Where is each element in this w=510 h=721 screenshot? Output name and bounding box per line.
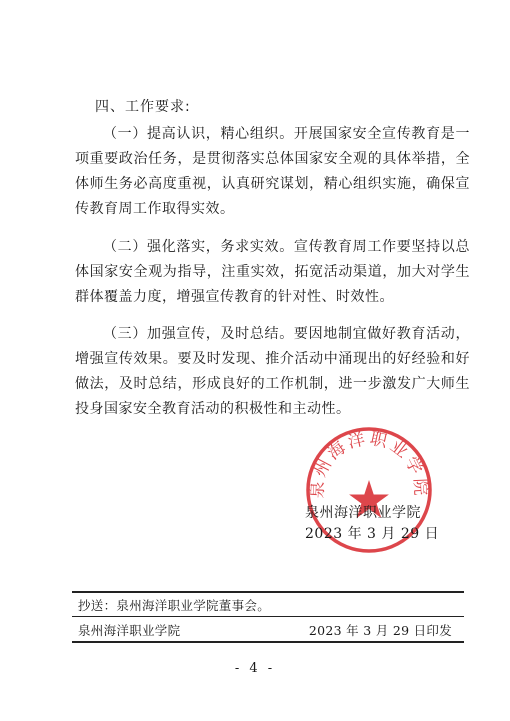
cc-line: 抄送：泉州海洋职业学院董事会。 (78, 598, 271, 613)
footer-middle-rule (72, 616, 464, 617)
print-date: 2023 年 3 月 29 日印发 (308, 623, 452, 638)
footer-bottom-rule (72, 641, 464, 643)
paragraph-2: （二）强化落实，务求实效。宣传教育周工作要坚持以总体国家安全观为指导，注重实效，拓宽活动渠道，加大对学生群体覆盖力度，增强宣传教育的针对性、时效性。 (75, 239, 470, 305)
section-heading: 四、工作要求: (95, 99, 191, 115)
footer-top-rule (72, 591, 464, 593)
print-org: 泉州海洋职业学院 (78, 623, 181, 638)
paragraph-3: （三）加强宣传，及时总结。要因地制宜做好教育活动，增强宣传效果。要及时发现、推介活动中涌现出的好经验和好做法，及时总结，形成良好的工作机制，进一步激发广大师生投身国家安全教育活动的积极性和主动性。 (75, 326, 470, 417)
signature-date: 2023 年 3 月 29 日 (305, 526, 440, 542)
page-number: - 4 - (234, 661, 276, 676)
seal-text: 泉州海洋职业学院 (307, 428, 431, 499)
signature-org: 泉州海洋职业学院 (305, 505, 421, 521)
paragraph-1: （一）提高认识，精心组织。开展国家安全宣传教育是一项重要政治任务，是贯彻落实总体国家安全观的具体举措，全体师生务必高度重视，认真研究谋划，精心组织实施，确保宣传教育周工作取得实效。 (75, 126, 470, 217)
